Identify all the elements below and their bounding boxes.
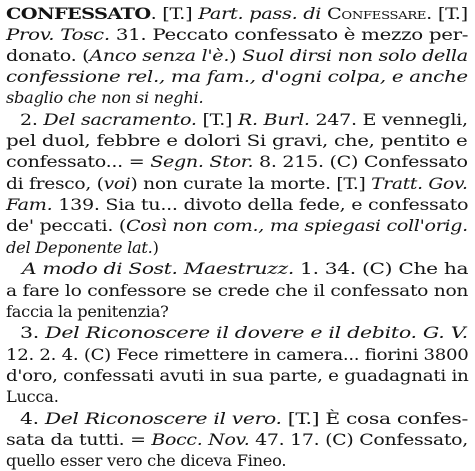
text-run: confessato... = xyxy=(6,152,151,171)
entry-line xyxy=(6,69,468,85)
entry-line xyxy=(6,304,169,320)
text-run: . [T.] xyxy=(150,4,199,23)
text-run: 247. E vennegli, xyxy=(309,110,468,129)
text-run: 47. 17. (C) Confessato, xyxy=(249,430,469,449)
text-run: Del sacramento. xyxy=(43,110,197,129)
entry-line xyxy=(6,453,286,469)
entry-line xyxy=(20,325,468,341)
text-run: ) non curate la morte. [T.] xyxy=(130,174,372,193)
text-run: . [T.] xyxy=(426,4,468,23)
entry-line xyxy=(6,133,467,149)
text-run: confessione rel., ma fam., d'ogni colpa, e anche xyxy=(6,67,468,86)
text-run: Del Riconoscere il dovere e il debito. G. V. xyxy=(45,323,468,342)
text-run: 31. Peccato confessato è mezzo per- xyxy=(109,25,469,44)
entry-line xyxy=(20,411,468,427)
entry-line xyxy=(6,347,469,363)
text-run: Del Riconoscere il vero. xyxy=(44,409,282,428)
text-run: a fare lo confessore se crede che il confessato non xyxy=(6,281,469,300)
text-run: pel duol, febbre e dolori Si gravi, che, pentito e xyxy=(6,131,468,150)
text-run: Suol dirsi non solo della xyxy=(242,46,468,65)
text-run: del Deponente lat. xyxy=(6,238,153,257)
text-run: Prov. Tosc. xyxy=(6,25,110,44)
text-run: A modo di Sost. Maestruzz. xyxy=(22,259,294,278)
entry-line xyxy=(22,261,468,277)
text-run: Segn. Stor. xyxy=(150,152,254,171)
text-run: Part. pass. di xyxy=(198,4,327,23)
text-run: ) xyxy=(229,46,243,65)
text-run: sbaglio che non si neghi. xyxy=(6,88,204,107)
entry-line xyxy=(6,176,468,192)
entry-line xyxy=(6,218,468,234)
text-run: Tratt. Gov. xyxy=(371,174,468,193)
entry-line xyxy=(6,90,203,106)
entry-line xyxy=(6,27,468,43)
text-run: Anco senza l'è. xyxy=(89,46,230,65)
text-run: d'oro, confessati avuti in sua parte, e guadagnati in xyxy=(6,366,469,385)
entry-line xyxy=(6,240,159,256)
text-run: Così non com., ma spiegasi coll'orig. xyxy=(125,216,468,235)
text-run: [T.] xyxy=(196,110,238,129)
text-run: 139. Sia tu... divoto della fede, e confessato xyxy=(52,195,469,214)
text-run: 1. 34. (C) Che ha xyxy=(293,259,469,278)
text-run: Confessare xyxy=(326,4,427,23)
text-run: Lucca. xyxy=(6,387,59,406)
text-run: 3. xyxy=(20,323,46,342)
text-run: de' peccati. ( xyxy=(6,216,126,235)
text-run: Bocc. Nov. xyxy=(151,430,250,449)
text-run: [T.] È cosa confes- xyxy=(281,409,469,428)
entry-line xyxy=(6,389,59,405)
entry-line xyxy=(6,368,469,384)
text-run: 2. xyxy=(20,110,44,129)
headword: CONFESSATO xyxy=(6,4,151,23)
text-run: 4. xyxy=(20,409,45,428)
text-run: 8. 215. (C) Confessato xyxy=(253,152,468,171)
text-run: 12. 2. 4. (C) Fece rimettere in camera... fiorini 3800 xyxy=(6,345,469,364)
entry-line xyxy=(6,154,468,170)
entry-line xyxy=(20,112,468,128)
entry-line xyxy=(6,48,468,64)
text-run: faccia la penitenzia? xyxy=(6,302,169,321)
text-run: voi xyxy=(103,174,131,193)
entry-line xyxy=(6,6,468,22)
entry-line xyxy=(6,432,468,448)
text-run: R. Burl. xyxy=(237,110,310,129)
text-run: quello esser vero che diceva Fineo. xyxy=(6,451,287,470)
text-run: ) xyxy=(152,238,159,257)
text-run: donato. ( xyxy=(6,46,90,65)
text-run: Fam. xyxy=(6,195,53,214)
text-run: sata da tutti. = xyxy=(6,430,152,449)
text-run: di fresco, ( xyxy=(6,174,104,193)
entry-line xyxy=(6,283,468,299)
entry-line xyxy=(6,197,468,213)
